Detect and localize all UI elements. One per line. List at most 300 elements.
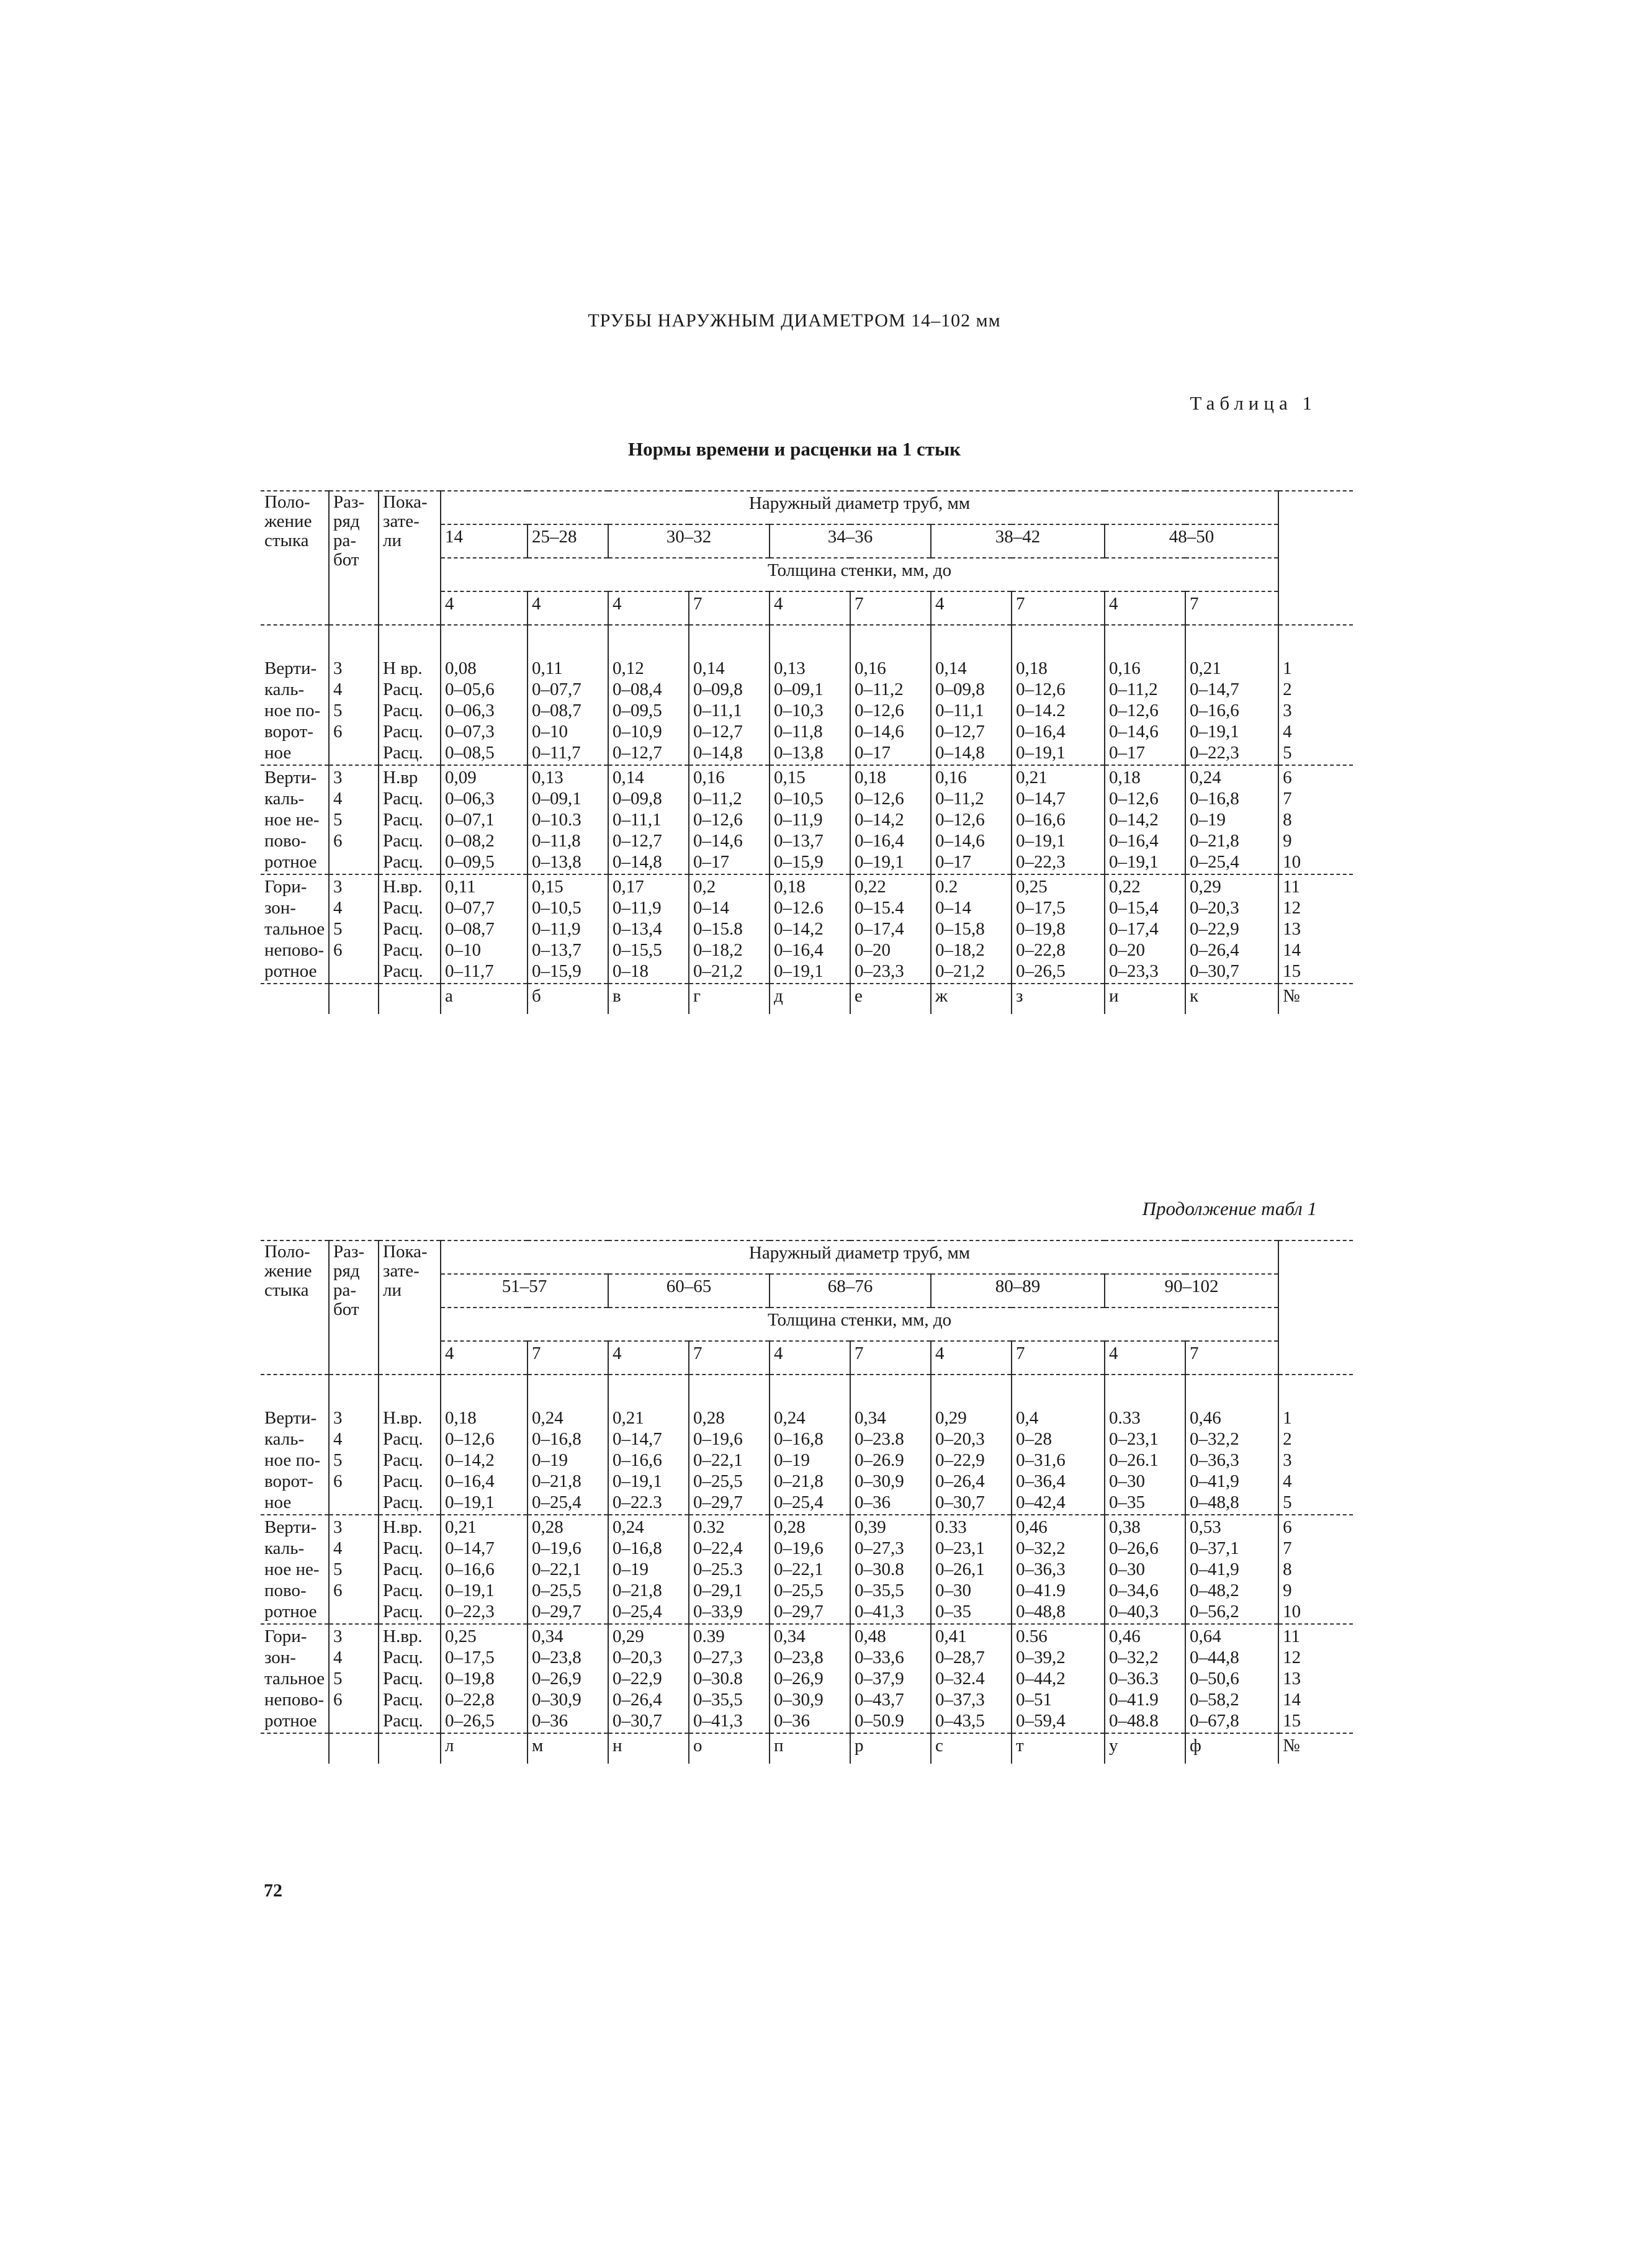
value-cell-line: 0–26.9 <box>855 1450 904 1470</box>
norms-table-2 <box>261 1240 1353 1764</box>
value-cell-line: 0–22,3 <box>1190 743 1239 763</box>
value-cell-line: 0–36,3 <box>1190 1450 1239 1470</box>
position-cell-line: пово- <box>264 1581 307 1600</box>
indicator-cell-line: Расц. <box>383 898 423 918</box>
value-cell <box>608 874 689 984</box>
indicator-cell-line: Расц. <box>383 919 423 939</box>
grade-cell <box>329 1406 379 1515</box>
value-cell-line: 0–36 <box>774 1711 810 1731</box>
spacer-cell <box>770 625 850 657</box>
header-row <box>261 491 1353 524</box>
value-cell-line: 0,13 <box>774 658 806 678</box>
position-cell <box>261 1406 329 1515</box>
footer-blank <box>261 984 329 1014</box>
value-cell-line: 0–14,8 <box>935 743 985 763</box>
value-cell-line: 0–11,2 <box>1109 680 1158 699</box>
value-cell-line: 0–30 <box>1109 1471 1145 1491</box>
value-cell-line: 0–16,4 <box>445 1471 495 1491</box>
spacer-cell <box>850 625 931 657</box>
grade-header <box>329 491 379 625</box>
value-cell-line: 0,12 <box>613 658 644 678</box>
value-cell-line: 0–41,3 <box>693 1711 743 1731</box>
diameter-header: Наружный диаметр труб, мм <box>441 491 1278 524</box>
value-cell-line: 0–22,1 <box>774 1559 824 1579</box>
value-cell-line: 0,14 <box>693 658 725 678</box>
row-number-cell-line: 14 <box>1283 940 1301 960</box>
value-cell-line: 0–17,5 <box>1016 898 1066 918</box>
indicator-cell-line: Расц. <box>383 831 423 851</box>
row-number-cell-line: 8 <box>1283 810 1292 830</box>
indicator-header-line: зате- <box>383 511 420 531</box>
diameter-group: 68–76 <box>770 1274 931 1308</box>
value-cell-line: 0–30,9 <box>774 1690 824 1710</box>
value-cell <box>689 1624 770 1733</box>
value-cell <box>1012 874 1105 984</box>
value-cell-line: 0–19,1 <box>855 852 904 872</box>
value-cell-line: 0,28 <box>774 1517 806 1537</box>
value-cell-line: 0–36,3 <box>1016 1559 1066 1579</box>
value-cell-line: 0–12,6 <box>1109 789 1159 809</box>
value-cell-line: 0–26,1 <box>935 1559 985 1579</box>
spacer-cell <box>441 625 527 657</box>
grade-cell-line: 5 <box>333 810 343 830</box>
value-cell-line: 0–12,6 <box>693 810 743 830</box>
grade-cell <box>329 1624 379 1733</box>
grade-cell-line: 6 <box>333 1690 343 1710</box>
value-cell-line: 0–09,1 <box>774 680 824 699</box>
value-cell-line: 0–11,9 <box>774 810 823 830</box>
rownum-header: № <box>1278 1733 1353 1764</box>
value-cell-line: 0–06,3 <box>445 701 495 720</box>
value-cell-line: 0–39,2 <box>1016 1648 1066 1667</box>
indicator-cell-line: Расц. <box>383 852 423 872</box>
value-cell <box>441 657 527 765</box>
value-cell-line: 0–44,8 <box>1190 1648 1239 1667</box>
diameter-group: 80–89 <box>931 1274 1105 1308</box>
value-cell-line: 0,11 <box>532 658 563 678</box>
value-cell-line: 0,29 <box>613 1626 644 1646</box>
value-cell-line: 0–30 <box>935 1581 971 1600</box>
thickness-value: 4 <box>931 1341 1012 1375</box>
table-row <box>261 765 1353 874</box>
value-cell-line: 0–08,5 <box>445 743 495 763</box>
value-cell-line: 0–16,4 <box>1109 831 1159 851</box>
value-cell-line: 0–26,9 <box>774 1669 824 1689</box>
value-cell-line: 0–11,1 <box>693 701 742 720</box>
value-cell-line: 0–16,4 <box>1016 722 1066 742</box>
value-cell-line: 0–19,6 <box>693 1429 743 1449</box>
value-cell-line: 0–15.8 <box>693 919 743 939</box>
thickness-value: 4 <box>608 591 689 625</box>
value-cell-line: 0–15,9 <box>532 961 581 981</box>
row-number-cell-line: 9 <box>1283 1581 1292 1600</box>
value-cell-line: 0–50,6 <box>1190 1669 1239 1689</box>
value-cell-line: 0–14,6 <box>855 722 904 742</box>
value-cell <box>1185 1624 1278 1733</box>
value-cell-line: 0–09,1 <box>532 789 581 809</box>
value-cell-line: 0–12,6 <box>1109 701 1159 720</box>
value-cell-line: 0–41.9 <box>1109 1690 1159 1710</box>
value-cell-line: 0–19,1 <box>1190 722 1239 742</box>
indicator-header-line: Пока- <box>383 1242 428 1262</box>
position-cell <box>261 1515 329 1624</box>
value-cell-line: 0,11 <box>445 877 476 897</box>
value-cell <box>850 1624 931 1733</box>
continuation-caption: Продолжение табл 1 <box>1142 1198 1317 1219</box>
value-cell-line: 0–25,4 <box>1190 852 1239 872</box>
value-cell-line: 0–43,5 <box>935 1711 985 1731</box>
value-cell-line: 0–11,8 <box>774 722 823 742</box>
spacer-cell <box>850 1375 931 1406</box>
position-cell-line: зон- <box>264 1648 296 1667</box>
value-cell-line: 0–30,7 <box>613 1711 662 1731</box>
row-number-cell <box>1278 1515 1353 1624</box>
indicator-cell-line: Н.вр. <box>383 1517 423 1537</box>
value-cell-line: 0–14,2 <box>1109 810 1159 830</box>
value-cell <box>689 765 770 874</box>
value-cell-line: 0–35,5 <box>855 1581 904 1600</box>
value-cell-line: 0–22,3 <box>445 1602 495 1622</box>
value-cell-line: 0,34 <box>855 1408 886 1428</box>
value-cell-line: 0–27,3 <box>855 1538 904 1558</box>
value-cell-line: 0–23,8 <box>774 1648 824 1667</box>
rownum-header-blank <box>1278 1240 1353 1375</box>
value-cell <box>608 765 689 874</box>
value-cell-line: 0–35 <box>1109 1492 1145 1512</box>
grade-cell-line: 3 <box>333 1408 343 1428</box>
indicator-cell <box>379 657 441 765</box>
value-cell-line: 0–37,9 <box>855 1669 904 1689</box>
position-header-line: Поло- <box>264 1242 310 1262</box>
row-number-cell <box>1278 765 1353 874</box>
value-cell-line: 0–23,1 <box>1109 1429 1159 1449</box>
table-row <box>261 1406 1353 1515</box>
column-letter: а <box>441 984 527 1014</box>
footer-blank <box>329 1733 379 1764</box>
thickness-value: 7 <box>1185 1341 1278 1375</box>
diameter-group: 48–50 <box>1105 524 1278 558</box>
value-cell-line: 0–16,8 <box>613 1538 662 1558</box>
value-cell <box>1185 1515 1278 1624</box>
position-header-line: жение <box>264 511 312 531</box>
rownum-header-blank <box>1278 491 1353 625</box>
value-cell-line: 0–43,7 <box>855 1690 904 1710</box>
grade-header-line: ра- <box>333 1280 357 1300</box>
column-letter: у <box>1105 1733 1185 1764</box>
row-number-cell-line: 12 <box>1283 898 1301 918</box>
value-cell-line: 0,16 <box>855 658 886 678</box>
value-cell-line: 0,22 <box>855 877 886 897</box>
position-cell-line: пово- <box>264 831 307 851</box>
value-cell-line: 0–16,8 <box>532 1429 581 1449</box>
value-cell-line: 0–23,3 <box>855 961 904 981</box>
value-cell-line: 0–16,6 <box>613 1450 662 1470</box>
grade-cell-line: 3 <box>333 1517 343 1537</box>
value-cell-line: 0,38 <box>1109 1517 1141 1537</box>
indicator-cell-line: Расц. <box>383 789 423 809</box>
value-cell <box>441 765 527 874</box>
position-header-line: стыка <box>264 531 309 550</box>
value-cell-line: 0,24 <box>613 1517 644 1537</box>
value-cell-line: 0–09,8 <box>935 680 985 699</box>
value-cell-line: 0–14,2 <box>445 1450 495 1470</box>
value-cell-line: 0–09,8 <box>693 680 743 699</box>
value-cell-line: 0,4 <box>1016 1408 1039 1428</box>
value-cell-line: 0–06,3 <box>445 789 495 809</box>
indicator-cell-line: Расц. <box>383 1429 423 1449</box>
diameter-group: 25–28 <box>527 524 608 558</box>
value-cell-line: 0,18 <box>774 877 806 897</box>
value-cell-line: 0,28 <box>693 1408 725 1428</box>
value-cell <box>1012 1515 1105 1624</box>
value-cell <box>527 765 608 874</box>
row-number-cell-line: 15 <box>1283 961 1301 981</box>
indicator-cell-line: Н.вр <box>383 768 418 787</box>
value-cell-line: 0–17 <box>935 852 971 872</box>
thickness-value: 4 <box>770 591 850 625</box>
spacer-row <box>261 625 1353 657</box>
value-cell-line: 0,16 <box>1109 658 1141 678</box>
diameter-group: 60–65 <box>608 1274 770 1308</box>
value-cell-line: 0–19,8 <box>445 1669 495 1689</box>
value-cell-line: 0,29 <box>1190 877 1221 897</box>
value-cell-line: 0–20 <box>1109 940 1145 960</box>
row-number-cell-line: 2 <box>1283 1429 1292 1449</box>
value-cell-line: 0–19,6 <box>532 1538 581 1558</box>
row-number-cell <box>1278 1624 1353 1733</box>
value-cell <box>608 657 689 765</box>
value-cell-line: 0–21,8 <box>532 1471 581 1491</box>
value-cell-line: 0–32,2 <box>1016 1538 1066 1558</box>
value-cell <box>527 1515 608 1624</box>
thickness-value: 4 <box>1105 591 1185 625</box>
value-cell-line: 0–26,4 <box>613 1690 662 1710</box>
value-cell-line: 0,21 <box>1190 658 1221 678</box>
value-cell-line: 0–11,9 <box>613 898 662 918</box>
thickness-value: 4 <box>608 1341 689 1375</box>
column-letter: е <box>850 984 931 1014</box>
spacer-cell <box>261 625 329 657</box>
value-cell-line: 0–16,6 <box>1016 810 1066 830</box>
indicator-cell-line: Расц. <box>383 701 423 720</box>
spacer-cell <box>931 1375 1012 1406</box>
row-number-cell-line: 13 <box>1283 1669 1301 1689</box>
value-cell <box>441 1406 527 1515</box>
indicator-header <box>379 491 441 625</box>
row-number-cell-line: 3 <box>1283 1450 1292 1470</box>
grade-header-line: ряд <box>333 511 360 531</box>
value-cell-line: 0–22,8 <box>445 1690 495 1710</box>
indicator-cell-line: Н.вр. <box>383 1626 423 1646</box>
spacer-cell <box>931 625 1012 657</box>
position-cell-line: каль- <box>264 680 305 699</box>
value-cell-line: 0–30,7 <box>935 1492 985 1512</box>
value-cell-line: 0–34,6 <box>1109 1581 1159 1600</box>
row-number-cell-line: 10 <box>1283 852 1301 872</box>
value-cell <box>1012 1624 1105 1733</box>
value-cell-line: 0,16 <box>693 768 725 787</box>
footer-blank <box>379 984 441 1014</box>
value-cell <box>850 1406 931 1515</box>
grade-cell-line: 6 <box>333 940 343 960</box>
position-header <box>261 491 329 625</box>
value-cell-line: 0,09 <box>445 768 477 787</box>
value-cell-line: 0,14 <box>935 658 967 678</box>
value-cell-line: 0–26,5 <box>445 1711 495 1731</box>
spacer-row <box>261 1375 1353 1406</box>
row-number-cell-line: 8 <box>1283 1559 1292 1579</box>
value-cell <box>850 874 931 984</box>
spacer-cell <box>379 625 441 657</box>
indicator-header-line: Пока- <box>383 492 428 512</box>
value-cell-line: 0–12,6 <box>935 810 985 830</box>
position-cell-line: непово- <box>264 1690 325 1710</box>
value-cell-line: 0–19,6 <box>774 1538 824 1558</box>
grade-header-line: бот <box>333 550 359 570</box>
value-cell-line: 0–14.2 <box>1016 701 1066 720</box>
value-cell-line: 0–12,7 <box>693 722 743 742</box>
grade-header-line: ряд <box>333 1261 360 1281</box>
position-cell-line: ротное <box>264 1711 317 1731</box>
grade-cell-line: 4 <box>333 789 343 809</box>
row-number-cell-line: 14 <box>1283 1690 1301 1710</box>
spacer-cell <box>441 1375 527 1406</box>
value-cell-line: 0–15,8 <box>935 919 985 939</box>
row-number-cell-line: 7 <box>1283 1538 1292 1558</box>
column-letter: ф <box>1185 1733 1278 1764</box>
position-cell-line: ротное <box>264 852 317 872</box>
value-cell-line: 0–12.6 <box>774 898 824 918</box>
row-number-cell <box>1278 657 1353 765</box>
value-cell-line: 0–21,2 <box>693 961 743 981</box>
value-cell-line: 0,25 <box>1016 877 1048 897</box>
spacer-cell <box>1185 625 1278 657</box>
value-cell <box>770 1515 850 1624</box>
value-cell-line: 0–32,2 <box>1109 1648 1159 1667</box>
value-cell-line: 0–25,5 <box>693 1471 743 1491</box>
value-cell-line: 0–11,9 <box>532 919 581 939</box>
diameter-header: Наружный диаметр труб, мм <box>441 1240 1278 1274</box>
value-cell <box>1105 1624 1185 1733</box>
value-cell-line: 0,48 <box>855 1626 886 1646</box>
thickness-value: 4 <box>1105 1341 1185 1375</box>
value-cell-line: 0,24 <box>774 1408 806 1428</box>
column-letter: п <box>770 1733 850 1764</box>
grade-cell-line: 3 <box>333 658 343 678</box>
value-cell <box>608 1406 689 1515</box>
row-number-cell-line: 9 <box>1283 831 1292 851</box>
indicator-cell-line: Н.вр. <box>383 1408 423 1428</box>
position-cell-line: ворот- <box>264 722 313 742</box>
diameter-group: 34–36 <box>770 524 931 558</box>
indicator-cell-line: Расц. <box>383 680 423 699</box>
value-cell-line: 0–22,9 <box>1190 919 1239 939</box>
spacer-cell <box>329 1375 379 1406</box>
value-cell-line: 0–22.3 <box>613 1492 662 1512</box>
value-cell-line: 0,15 <box>532 877 563 897</box>
column-letter: з <box>1012 984 1105 1014</box>
value-cell-line: 0–25,5 <box>774 1581 824 1600</box>
value-cell-line: 0–14 <box>693 898 729 918</box>
diameter-group: 90–102 <box>1105 1274 1278 1308</box>
grade-cell-line: 4 <box>333 1648 343 1667</box>
thickness-value: 7 <box>850 1341 931 1375</box>
row-number-cell <box>1278 1406 1353 1515</box>
value-cell-line: 0–16,4 <box>774 940 824 960</box>
position-cell-line: Верти- <box>264 1517 317 1537</box>
value-cell-line: 0–09,5 <box>445 852 495 872</box>
indicator-cell-line: Расц. <box>383 940 423 960</box>
value-cell-line: 0–36 <box>532 1711 568 1731</box>
value-cell-line: 0–14,2 <box>855 810 904 830</box>
indicator-cell-line: Расц. <box>383 1492 423 1512</box>
indicator-header <box>379 1240 441 1375</box>
value-cell-line: 0–14,7 <box>613 1429 662 1449</box>
row-number-cell-line: 10 <box>1283 1602 1301 1622</box>
value-cell-line: 0.2 <box>935 877 958 897</box>
grade-cell-line: 6 <box>333 831 343 851</box>
indicator-cell-line: Расц. <box>383 743 423 763</box>
value-cell-line: 0–23,8 <box>532 1648 581 1667</box>
indicator-cell-line: Расц. <box>383 1648 423 1667</box>
value-cell-line: 0,18 <box>1109 768 1141 787</box>
value-cell-line: 0–51 <box>1016 1690 1052 1710</box>
position-cell-line: зон- <box>264 898 296 918</box>
indicator-cell-line: Расц. <box>383 961 423 981</box>
value-cell-line: 0.39 <box>693 1626 725 1646</box>
indicator-cell-line: Расц. <box>383 1669 423 1689</box>
value-cell-line: 0–09,5 <box>613 701 662 720</box>
indicator-cell-line: Расц. <box>383 1450 423 1470</box>
row-number-cell-line: 12 <box>1283 1648 1301 1667</box>
value-cell-line: 0–15,4 <box>1109 898 1159 918</box>
value-cell-line: 0–19,1 <box>774 961 824 981</box>
column-letter: м <box>527 1733 608 1764</box>
value-cell <box>850 1515 931 1624</box>
indicator-cell-line: Расц. <box>383 810 423 830</box>
value-cell-line: 0–10,5 <box>774 789 824 809</box>
value-cell-line: 0–14,7 <box>445 1538 495 1558</box>
position-header-line: Поло- <box>264 492 310 512</box>
value-cell-line: 0–19 <box>532 1450 568 1470</box>
value-cell-line: 0–13,7 <box>774 831 824 851</box>
value-cell-line: 0–32,2 <box>1190 1429 1239 1449</box>
value-cell <box>770 1406 850 1515</box>
value-cell-line: 0–48,2 <box>1190 1581 1239 1600</box>
value-cell-line: 0–08,7 <box>532 701 581 720</box>
row-number-cell-line: 3 <box>1283 701 1292 720</box>
value-cell-line: 0–16,6 <box>1190 701 1239 720</box>
position-header-line: стыка <box>264 1280 309 1300</box>
value-cell-line: 0,46 <box>1109 1626 1141 1646</box>
table-row <box>261 1624 1353 1733</box>
value-cell-line: 0–26,4 <box>935 1471 985 1491</box>
value-cell-line: 0,21 <box>445 1517 477 1537</box>
value-cell-line: 0–12,6 <box>855 701 904 720</box>
value-cell-line: 0,2 <box>693 877 716 897</box>
row-number-cell-line: 15 <box>1283 1711 1301 1731</box>
value-cell-line: 0,34 <box>774 1626 806 1646</box>
value-cell <box>931 657 1012 765</box>
value-cell-line: 0–30 <box>1109 1559 1145 1579</box>
value-cell-line: 0–12,6 <box>445 1429 495 1449</box>
value-cell <box>689 1406 770 1515</box>
indicator-cell-line: Расц. <box>383 1602 423 1622</box>
position-cell-line: ное по- <box>264 1450 321 1470</box>
value-cell-line: 0–20,3 <box>1190 898 1239 918</box>
value-cell-line: 0–10,3 <box>774 701 824 720</box>
value-cell <box>1105 765 1185 874</box>
